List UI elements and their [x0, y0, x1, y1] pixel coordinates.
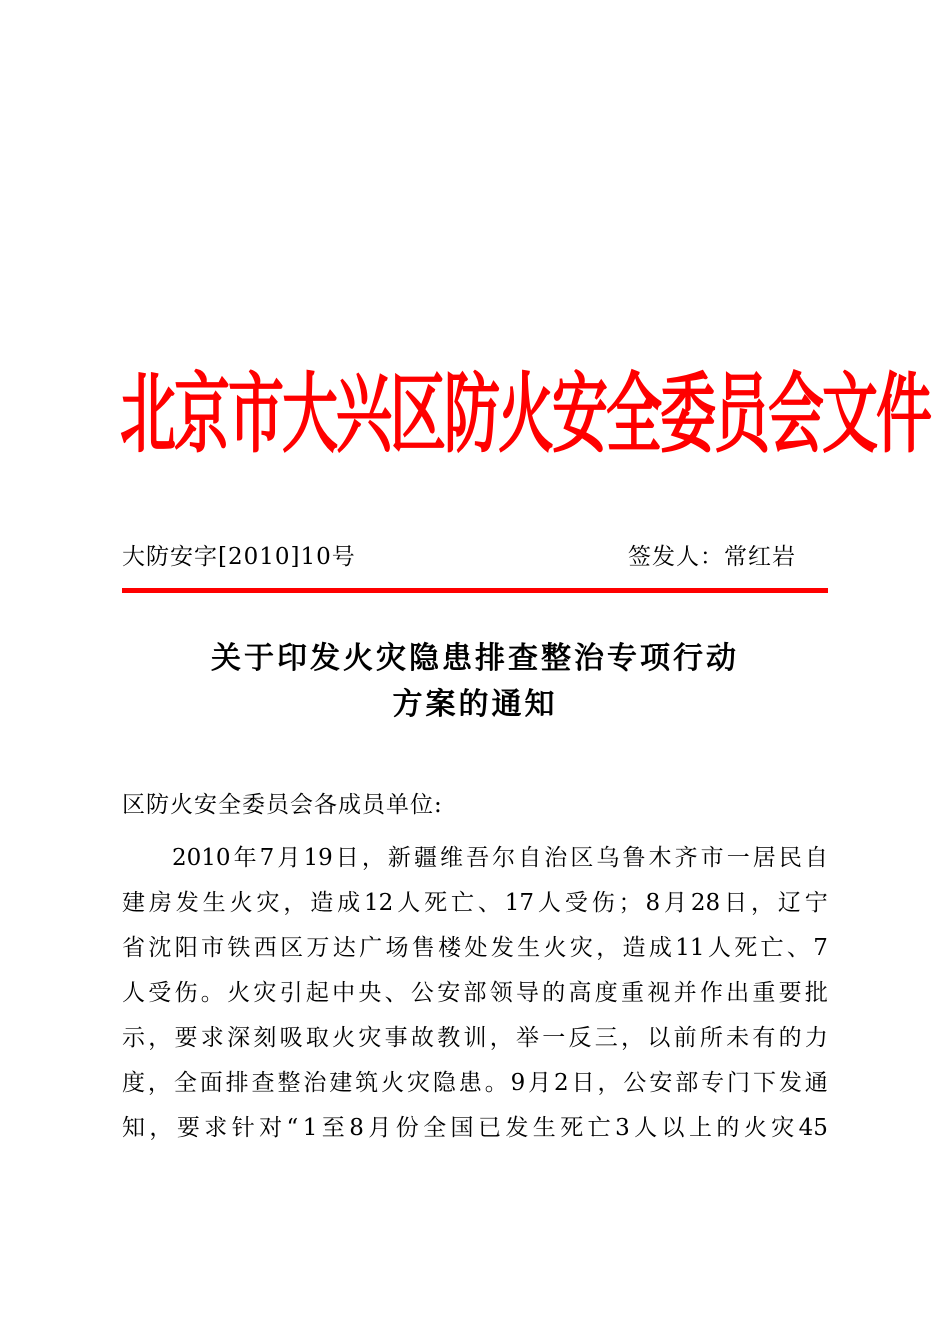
notice-title-line-2: 方案的通知 — [392, 687, 558, 722]
body-line: 人 受 伤 。 火 灾 引 起 中 央 、 公 安 部 领 导 的 高 度 重 视 并 作 出 重 要 批 — [122, 980, 828, 1006]
red-divider-line — [122, 588, 828, 593]
body-line: 知 ， 要 求 针 对 “ 1 至 8 月 份 全 国 已 发 生 死 亡 3 人 以 上 的 火 灾 45 — [122, 1115, 828, 1141]
body-line: 省 沈 阳 市 铁 西 区 万 达 广 场 售 楼 处 发 生 火 灾 ， 造 成 11 人 死 亡 、 7 — [122, 935, 828, 961]
notice-title-line-1: 关于印发火灾隐患排查整治专项行动 — [211, 641, 739, 676]
document-number: 大防安字[2010]10号 — [122, 544, 356, 570]
issuer-signature: 签发人：常红岩 — [628, 544, 796, 570]
body-paragraph — [122, 838, 828, 1153]
salutation: 区防火安全委员会各成员单位: — [122, 792, 443, 818]
red-header-title: 北京市大兴区防火安全委员会文件 — [120, 364, 930, 466]
body-line: 度 ， 全 面 排 查 整 治 建 筑 火 灾 隐 患 。 9 月 2 日 ， 公 安 部 专 门 下 发 通 — [122, 1070, 828, 1096]
body-line: 建 房 发 生 火 灾 ， 造 成 12 人 死 亡 、 17 人 受 伤 ； 8 月 28 日 ， 辽 宁 — [122, 890, 828, 916]
body-line: 示 ， 要 求 深 刻 吸 取 火 灾 事 故 教 训 ， 举 一 反 三 ， 以 前 所 未 有 的 力 — [122, 1025, 828, 1051]
body-line: 2010 年 7 月 19 日 ， 新 疆 维 吾 尔 自 治 区 乌 鲁 木 齐 市 一 居 民 自 — [172, 845, 828, 871]
notice-title — [122, 636, 828, 728]
